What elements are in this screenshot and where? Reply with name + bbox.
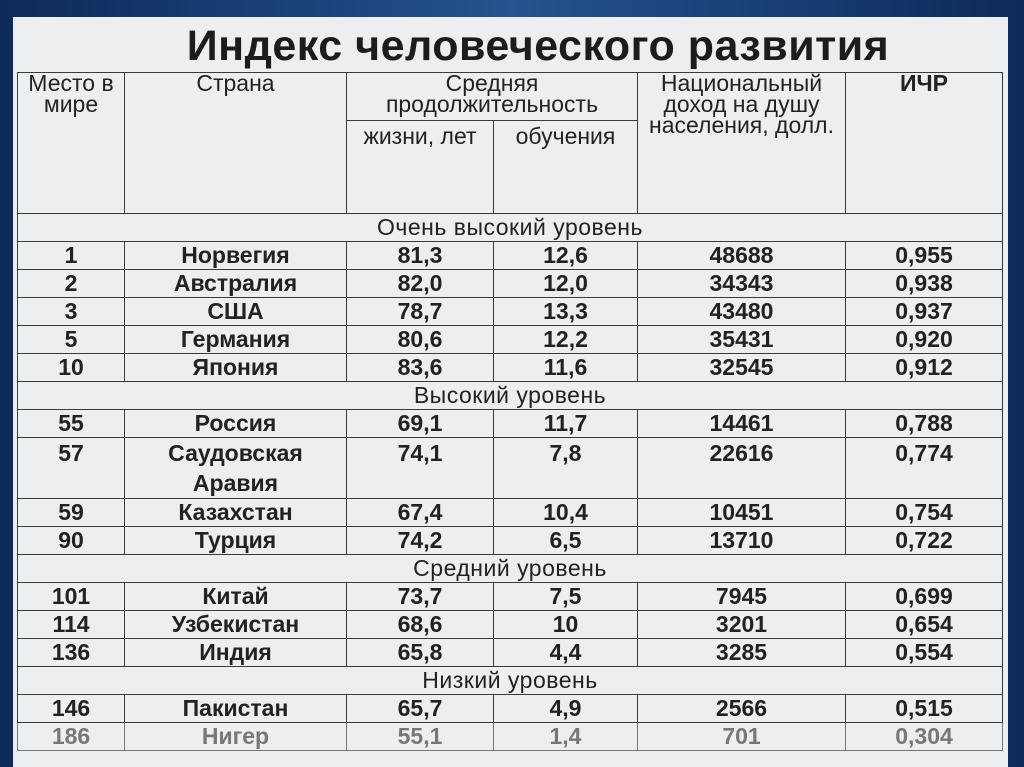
- income-cell: 7945: [638, 583, 846, 611]
- rank-cell: 5: [18, 326, 125, 354]
- hdi-cell: 0,754: [846, 499, 1003, 527]
- life-cell: 68,6: [347, 611, 494, 639]
- rank-cell: 55: [18, 410, 125, 438]
- level-label: Средний уровень: [18, 555, 1003, 583]
- level-band: [18, 555, 1003, 583]
- header-education: обучения: [494, 121, 638, 214]
- hdi-cell: 0,304: [846, 723, 1003, 751]
- income-cell: 34343: [638, 270, 846, 298]
- country-cell: Норвегия: [125, 242, 347, 270]
- table-row: [18, 639, 1003, 667]
- income-cell: 3285: [638, 639, 846, 667]
- hdi-cell: 0,722: [846, 527, 1003, 555]
- table-row: [18, 270, 1003, 298]
- education-cell: 12,6: [494, 242, 638, 270]
- life-cell: 67,4: [347, 499, 494, 527]
- table-row: [18, 354, 1003, 382]
- rank-cell: 59: [18, 499, 125, 527]
- life-cell: 83,6: [347, 354, 494, 382]
- rank-cell: 57: [18, 438, 125, 499]
- table-row: [18, 695, 1003, 723]
- header-country: Страна: [125, 73, 347, 214]
- country-cell: Казахстан: [125, 499, 347, 527]
- level-band: [18, 667, 1003, 695]
- hdi-cell: 0,554: [846, 639, 1003, 667]
- education-cell: 12,0: [494, 270, 638, 298]
- income-cell: 2566: [638, 695, 846, 723]
- country-cell: США: [125, 298, 347, 326]
- table-row: [18, 410, 1003, 438]
- slide-title: Индекс человеческого развития: [186, 22, 890, 70]
- education-cell: 12,2: [494, 326, 638, 354]
- rank-cell: 186: [18, 723, 125, 751]
- hdi-cell: 0,788: [846, 410, 1003, 438]
- header-income: Национальный доход на душу населения, долл.: [638, 73, 846, 214]
- education-cell: 4,4: [494, 639, 638, 667]
- hdi-cell: 0,955: [846, 242, 1003, 270]
- hdi-cell: 0,654: [846, 611, 1003, 639]
- life-cell: 80,6: [347, 326, 494, 354]
- rank-cell: 3: [18, 298, 125, 326]
- life-cell: 82,0: [347, 270, 494, 298]
- education-cell: 13,3: [494, 298, 638, 326]
- table-row: [18, 499, 1003, 527]
- rank-cell: 101: [18, 583, 125, 611]
- hdi-cell: 0,515: [846, 695, 1003, 723]
- education-cell: 10: [494, 611, 638, 639]
- income-cell: 3201: [638, 611, 846, 639]
- header-rank: Место в мире: [18, 73, 125, 214]
- income-cell: 22616: [638, 438, 846, 499]
- education-cell: 4,9: [494, 695, 638, 723]
- table-row: [18, 583, 1003, 611]
- hdi-cell: 0,937: [846, 298, 1003, 326]
- income-cell: 43480: [638, 298, 846, 326]
- level-band: [18, 214, 1003, 242]
- hdi-cell: 0,920: [846, 326, 1003, 354]
- table-row: [18, 723, 1003, 751]
- header-hdi: ИЧР: [846, 73, 1003, 214]
- hdi-cell: 0,938: [846, 270, 1003, 298]
- rank-cell: 2: [18, 270, 125, 298]
- level-label: Очень высокий уровень: [18, 214, 1003, 242]
- income-cell: 10451: [638, 499, 846, 527]
- life-cell: 69,1: [347, 410, 494, 438]
- rank-cell: 10: [18, 354, 125, 382]
- education-cell: 11,7: [494, 410, 638, 438]
- income-cell: 14461: [638, 410, 846, 438]
- income-cell: 35431: [638, 326, 846, 354]
- country-cell: Япония: [125, 354, 347, 382]
- life-cell: 65,8: [347, 639, 494, 667]
- income-cell: 32545: [638, 354, 846, 382]
- country-cell: Нигер: [125, 723, 347, 751]
- income-cell: 13710: [638, 527, 846, 555]
- life-cell: 55,1: [347, 723, 494, 751]
- level-label: Высокий уровень: [18, 382, 1003, 410]
- level-label: Низкий уровень: [18, 667, 1003, 695]
- life-cell: 65,7: [347, 695, 494, 723]
- hdi-cell: 0,699: [846, 583, 1003, 611]
- hdi-table: [17, 72, 1003, 751]
- life-cell: 81,3: [347, 242, 494, 270]
- country-cell: Узбекистан: [125, 611, 347, 639]
- table-row: [18, 527, 1003, 555]
- life-cell: 73,7: [347, 583, 494, 611]
- education-cell: 7,8: [494, 438, 638, 499]
- country-cell: Саудовская Аравия: [125, 438, 347, 499]
- country-cell: Пакистан: [125, 695, 347, 723]
- life-cell: 78,7: [347, 298, 494, 326]
- rank-cell: 114: [18, 611, 125, 639]
- rank-cell: 1: [18, 242, 125, 270]
- header-life: жизни, лет: [347, 121, 494, 214]
- header-avg-duration: Средняя продолжительность: [347, 73, 638, 121]
- life-cell: 74,2: [347, 527, 494, 555]
- hdi-cell: 0,912: [846, 354, 1003, 382]
- education-cell: 7,5: [494, 583, 638, 611]
- table-body: [18, 214, 1003, 751]
- income-cell: 701: [638, 723, 846, 751]
- country-cell: Россия: [125, 410, 347, 438]
- life-cell: 74,1: [347, 438, 494, 499]
- table-row: [18, 611, 1003, 639]
- income-cell: 48688: [638, 242, 846, 270]
- level-band: [18, 382, 1003, 410]
- table-row: [18, 242, 1003, 270]
- table-row: [18, 438, 1003, 499]
- education-cell: 11,6: [494, 354, 638, 382]
- slide-sheet: [13, 17, 1008, 767]
- rank-cell: 146: [18, 695, 125, 723]
- education-cell: 1,4: [494, 723, 638, 751]
- hdi-cell: 0,774: [846, 438, 1003, 499]
- table-row: [18, 326, 1003, 354]
- country-cell: Китай: [125, 583, 347, 611]
- rank-cell: 136: [18, 639, 125, 667]
- education-cell: 6,5: [494, 527, 638, 555]
- country-cell: Германия: [125, 326, 347, 354]
- country-cell: Турция: [125, 527, 347, 555]
- education-cell: 10,4: [494, 499, 638, 527]
- rank-cell: 90: [18, 527, 125, 555]
- table-row: [18, 298, 1003, 326]
- country-cell: Австралия: [125, 270, 347, 298]
- country-cell: Индия: [125, 639, 347, 667]
